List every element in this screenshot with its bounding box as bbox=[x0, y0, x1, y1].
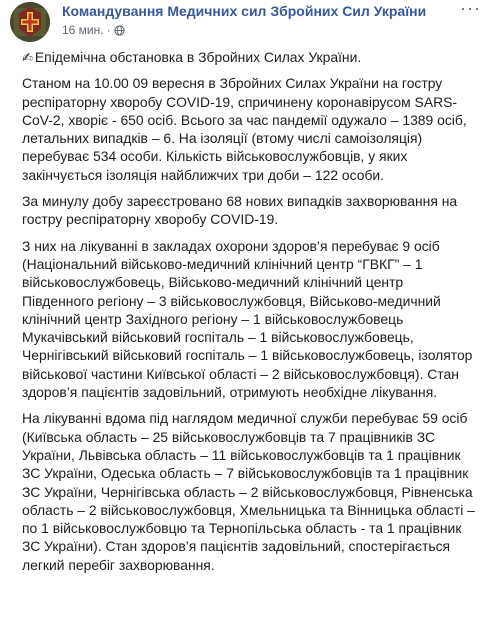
post-paragraph-new-cases: За минулу добу зареєстровано 68 нових випадків захворювання на гостру респіраторну хворобу COVID-19. bbox=[22, 193, 458, 228]
page-name-link[interactable]: Командування Медичних сил Збройних Сил України bbox=[62, 3, 427, 19]
post-timestamp[interactable]: 16 мин. bbox=[62, 23, 104, 37]
writing-hand-icon: ✍ bbox=[22, 50, 33, 65]
more-options-button[interactable]: ··· bbox=[460, 0, 481, 18]
globe-icon[interactable] bbox=[114, 25, 125, 36]
post-paragraph-home-treatment: На лікуванні вдома під наглядом медичної служби перебуває 59 осіб (Київська область – 25 військовослужбовців та 7 працівників ЗС України, Львівська область – 11 військовослужбовців та 1 працівник ЗС України, Одеська область – 7 військовослужбовців та 1 працівник ЗС України, Чернігівська область – 2 військовослужбовця, Рівненська область – 2 військовослужбовця, Хмельницька та Вінницька області – по 1 військовослужбовцю та Тернопільська область - та 1 працівник ЗС України). Стан здоров’я пацієнтів задовільний, спостерігається легкий перебіг захворювання. bbox=[22, 410, 475, 573]
post-paragraph-hospitalized: З них на лікуванні в закладах охорони здоров’я перебуває 9 осіб (Національний військово-медичний клінічний центр “ГВКГ” – 1 військовослужбовець, Військово-медичний клінічний центр Південного регіону – 3 військовослужбовця, Військово-медичний клінічний центр Західного регіону – 1 військовослужбовець Мукачівський військовий госпіталь – 1 військовослужбовець, Чернігівський військовий госпіталь – 1 військовослужбовець, ізолятор військової частини Київської області – 2 військовослужбовця). Стан здоров’я пацієнтів задовільний, отримують необхідне лікування. bbox=[22, 237, 473, 401]
medical-forces-emblem-icon bbox=[10, 2, 50, 42]
post-body bbox=[0, 40, 489, 574]
meta-separator: · bbox=[106, 23, 111, 37]
post-header bbox=[0, 0, 489, 40]
post-paragraph-status: Станом на 10.00 09 вересня в Збройних Силах України на гостру респіраторну хворобу COVID-19, спричинену коронавірусом SARS-CoV-2, хворіє - 650 осіб. Всього за час пандемії одужало – 1389 осіб, летальних випадків – 6. На ізоляції (втому числі самоізоляція) перебуває 534 особи. Кількість військовослужбовців, у яких закінчується ізоляція найближчих три доби – 122 особи. bbox=[22, 75, 467, 183]
post-meta bbox=[62, 23, 125, 37]
post-title-text: Епідемічна обстановка в Збройних Силах України. bbox=[34, 49, 362, 65]
post-paragraph-title bbox=[22, 48, 477, 67]
page-avatar[interactable] bbox=[10, 2, 50, 42]
